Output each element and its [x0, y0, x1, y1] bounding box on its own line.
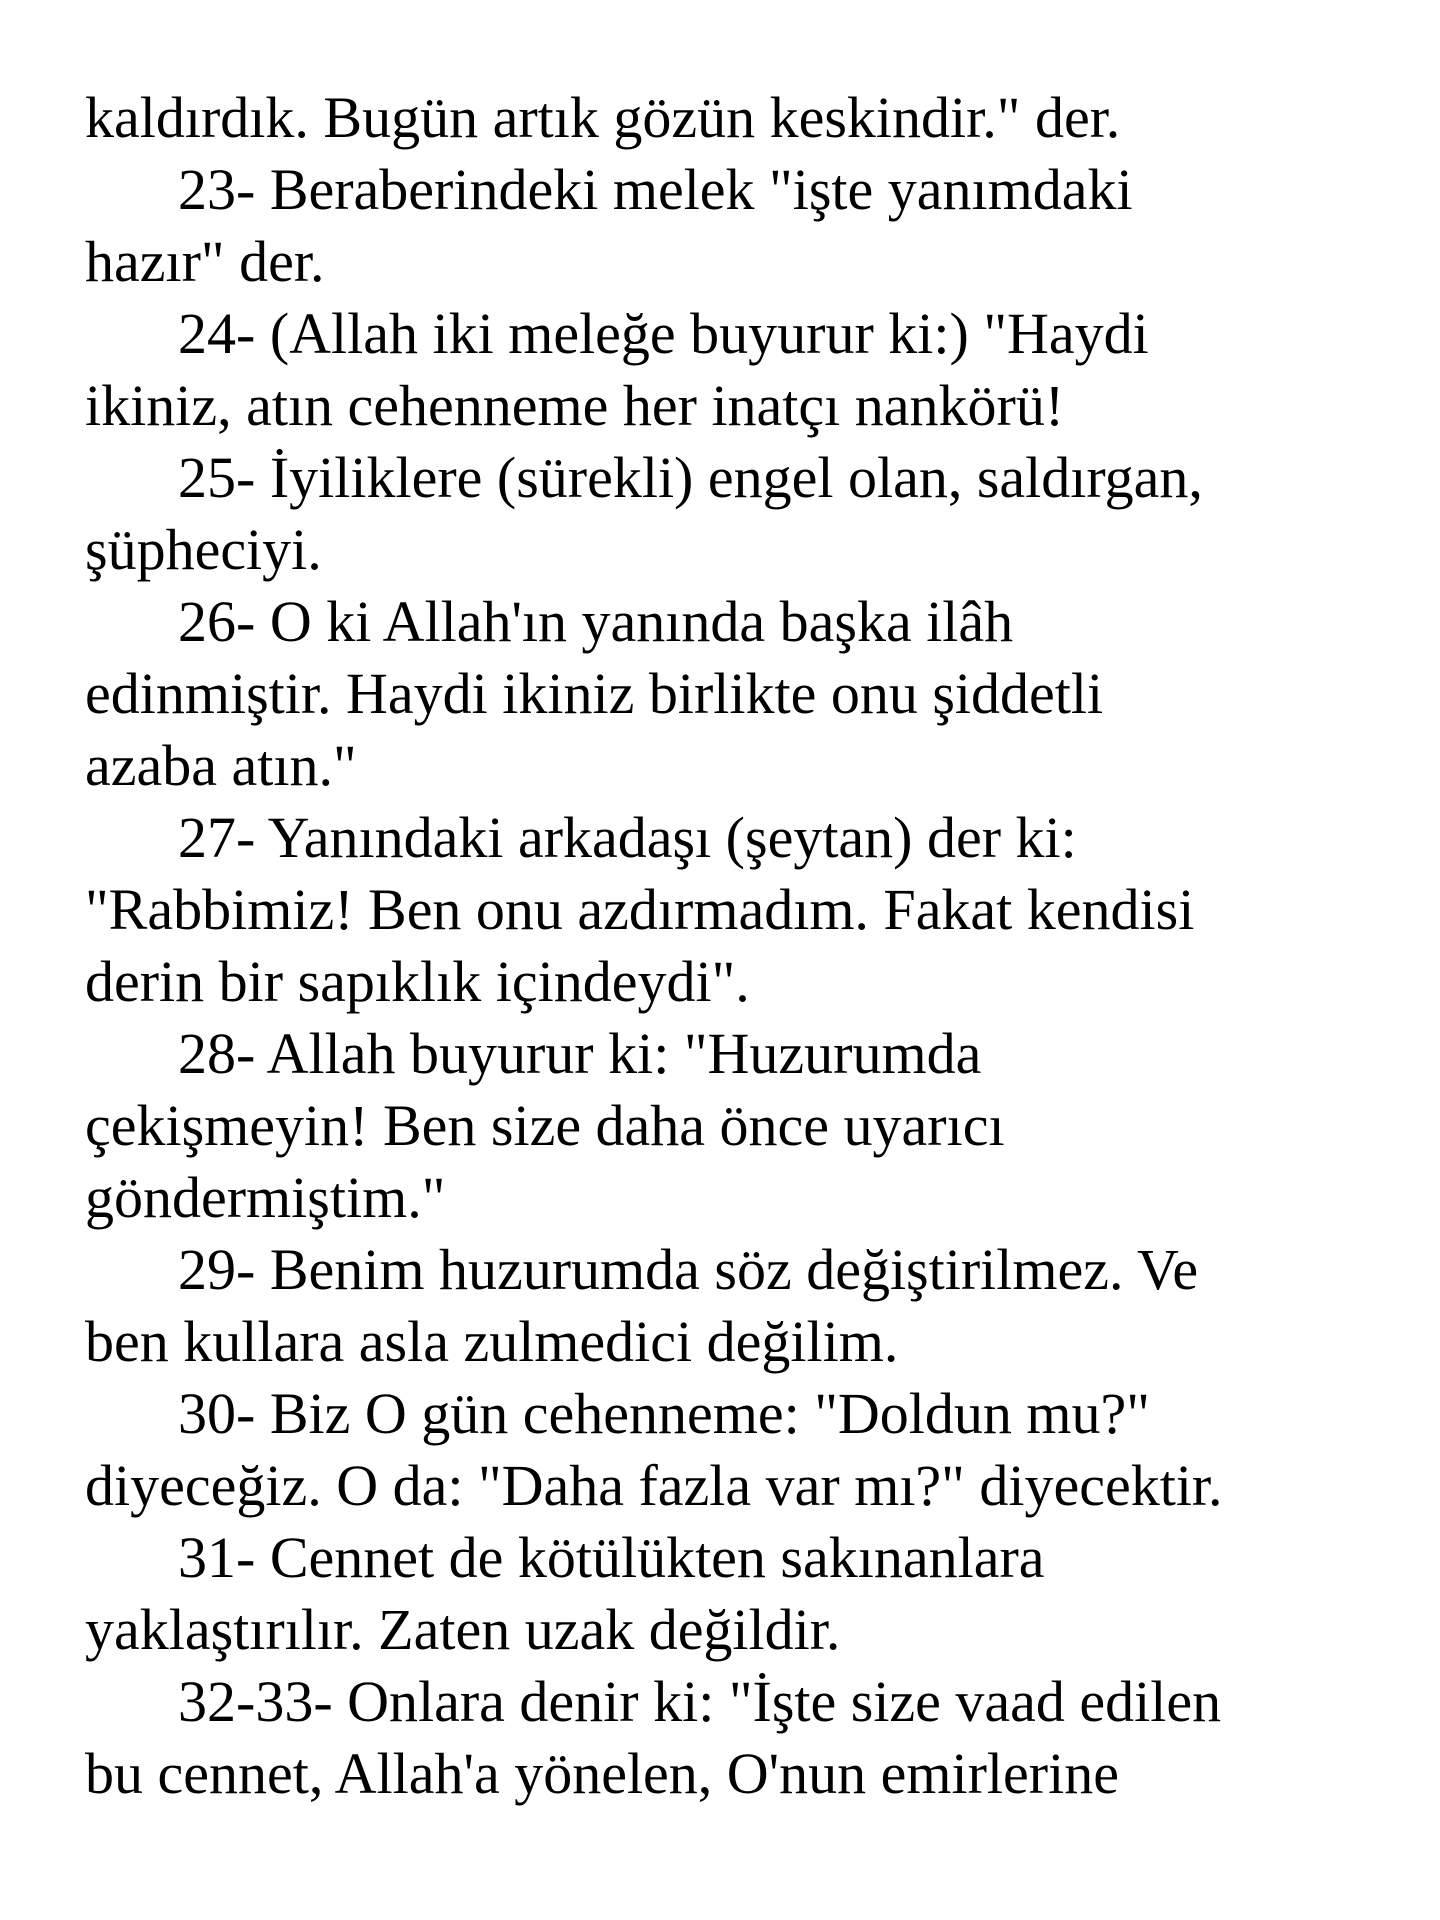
text-line: 25- İyiliklere (sürekli) engel olan, saldırgan,	[178, 445, 1203, 510]
text-line: bu cennet, Allah'a yönelen, O'nun emirlerine	[85, 1741, 1119, 1806]
verse-32-33	[85, 1666, 1415, 1810]
text-line: 29- Benim huzurumda söz değiştirilmez. Ve	[178, 1237, 1199, 1302]
text-line: şüpheciyi.	[85, 517, 322, 582]
verse-26	[85, 586, 1415, 802]
verse-29	[85, 1234, 1415, 1378]
text-line: kaldırdık. Bugün artık gözün keskindir." der.	[85, 85, 1121, 150]
text-line: "Rabbimiz! Ben onu azdırmadım. Fakat kendisi	[85, 877, 1195, 942]
text-line: göndermiştim."	[85, 1165, 446, 1230]
text-line: ikiniz, atın cehenneme her inatçı nankörü!	[85, 373, 1065, 438]
text-line: 24- (Allah iki meleğe buyurur ki:) "Haydi	[178, 301, 1149, 366]
verse-27	[85, 802, 1415, 1018]
verse-28	[85, 1018, 1415, 1234]
text-line: yaklaştırılır. Zaten uzak değildir.	[85, 1597, 841, 1662]
text-line: 31- Cennet de kötülükten sakınanlara	[178, 1525, 1045, 1590]
paragraph	[85, 82, 1415, 154]
text-line: 23- Beraberindeki melek "işte yanımdaki	[178, 157, 1133, 222]
verse-31	[85, 1522, 1415, 1666]
verse-24	[85, 298, 1415, 442]
text-line: 28- Allah buyurur ki: "Huzurumda	[178, 1021, 982, 1086]
document-text	[85, 82, 1415, 1810]
text-line: azaba atın."	[85, 733, 357, 798]
text-line: ben kullara asla zulmedici değilim.	[85, 1309, 899, 1374]
verse-25	[85, 442, 1415, 586]
text-line: diyeceğiz. O da: "Daha fazla var mı?" diyecektir.	[85, 1453, 1223, 1518]
text-line: çekişmeyin! Ben size daha önce uyarıcı	[85, 1093, 1005, 1158]
text-line: derin bir sapıklık içindeydi".	[85, 949, 750, 1014]
text-line: 30- Biz O gün cehenneme: "Doldun mu?"	[178, 1381, 1150, 1446]
text-line: 26- O ki Allah'ın yanında başka ilâh	[178, 589, 1014, 654]
verse-30	[85, 1378, 1415, 1522]
text-line: 27- Yanındaki arkadaşı (şeytan) der ki:	[178, 805, 1077, 870]
text-line: hazır" der.	[85, 229, 325, 294]
text-line: 32-33- Onlara denir ki: "İşte size vaad edilen	[178, 1669, 1222, 1734]
text-line: edinmiştir. Haydi ikiniz birlikte onu şiddetli	[85, 661, 1104, 726]
verse-23	[85, 154, 1415, 298]
